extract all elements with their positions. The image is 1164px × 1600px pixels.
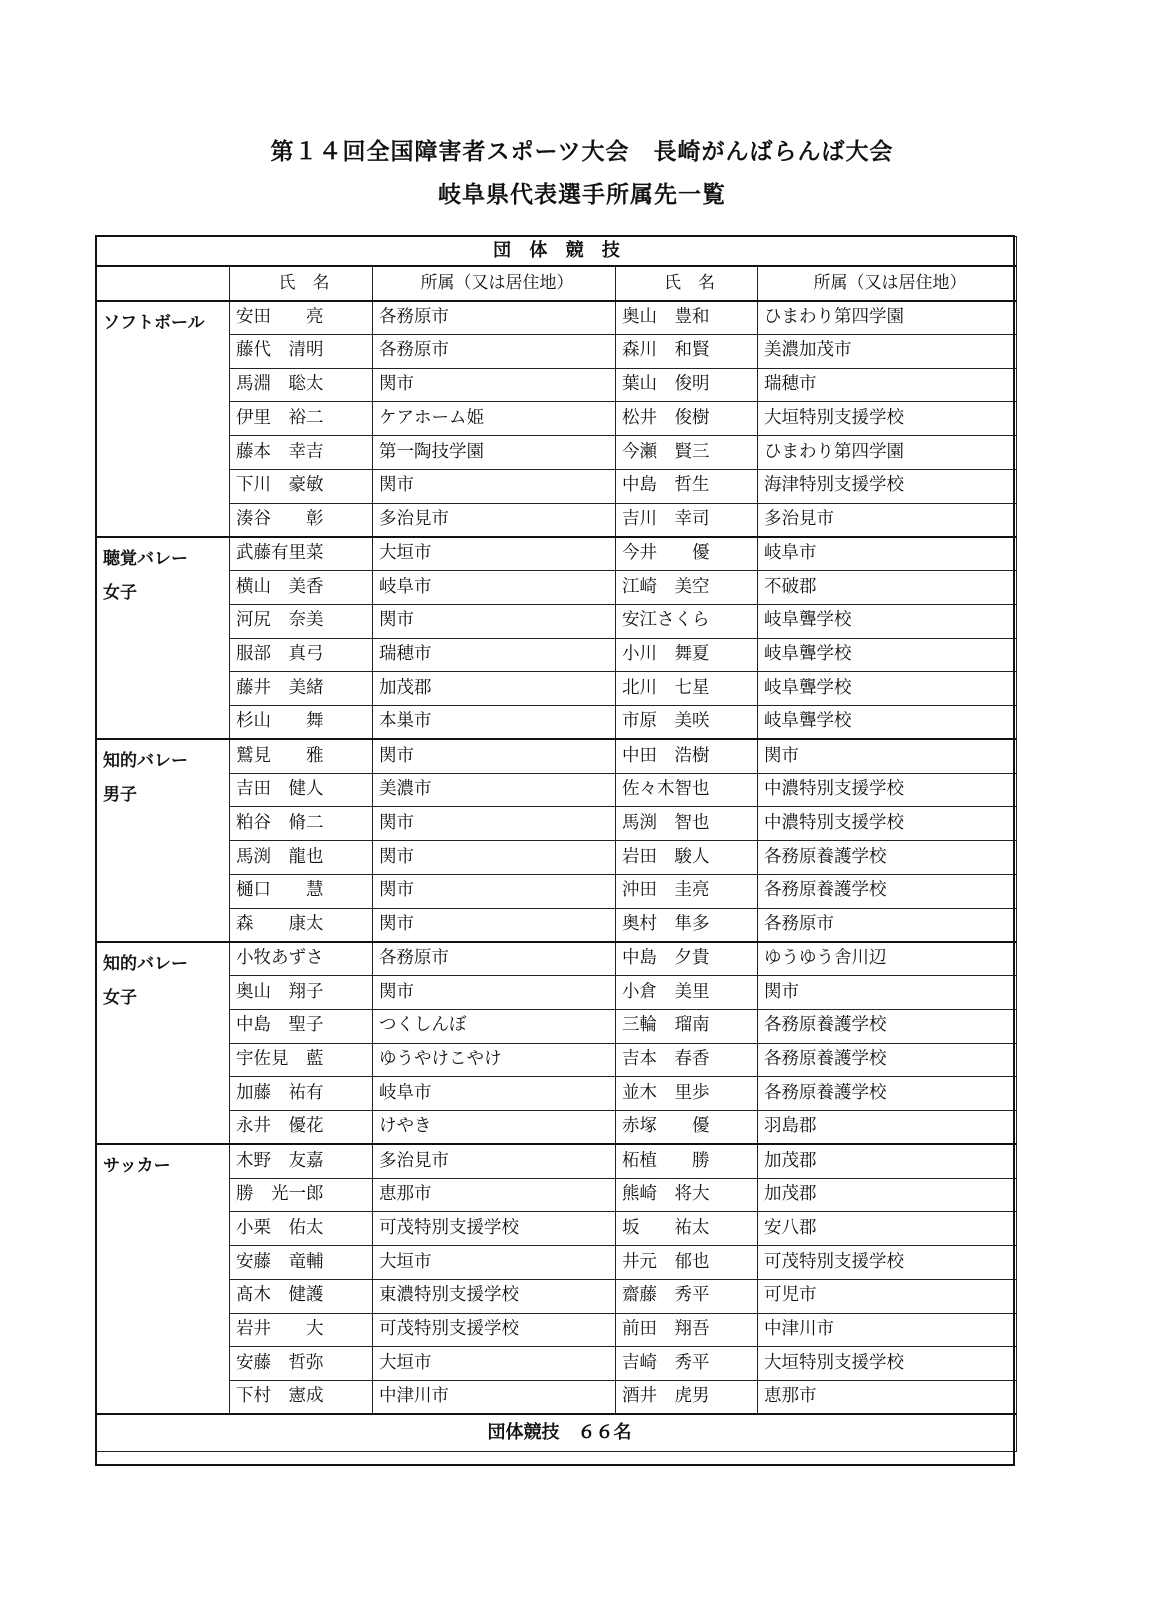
athlete-name-right: 岩田 駿人 xyxy=(616,841,758,875)
affiliation-left: 岐阜市 xyxy=(373,1077,616,1111)
athlete-name-left: 髙木 健護 xyxy=(230,1279,373,1313)
athlete-name-left: 安田 亮 xyxy=(230,301,373,335)
athlete-name-left: 藤本 幸吉 xyxy=(230,436,373,470)
athlete-name-left: 勝 光一郎 xyxy=(230,1178,373,1212)
affiliation-left: 多治見市 xyxy=(373,1144,616,1178)
table-row xyxy=(97,1381,1017,1415)
athlete-name-right: 前田 翔吾 xyxy=(616,1313,758,1347)
affiliation-left: 関市 xyxy=(373,874,616,908)
roster-table xyxy=(96,236,1017,1452)
affiliation-left: 関市 xyxy=(373,908,616,942)
athlete-name-left: 岩井 大 xyxy=(230,1313,373,1347)
affiliation-left: 大垣市 xyxy=(373,1246,616,1280)
affiliation-left: 関市 xyxy=(373,976,616,1010)
athlete-name-left: 藤代 清明 xyxy=(230,334,373,368)
affiliation-right: 大垣特別支援学校 xyxy=(758,1347,1017,1381)
table-row xyxy=(97,638,1017,672)
athlete-name-right: 中島 夕貴 xyxy=(616,942,758,976)
athlete-name-left: 奥山 翔子 xyxy=(230,976,373,1010)
affiliation-right: ひまわり第四学園 xyxy=(758,436,1017,470)
affiliation-right: 岐阜聾学校 xyxy=(758,672,1017,706)
category-label: 聴覚バレー xyxy=(103,548,188,569)
athlete-name-left: 小牧あずさ xyxy=(230,942,373,976)
header-category xyxy=(97,266,230,301)
affiliation-left: 中津川市 xyxy=(373,1381,616,1415)
affiliation-right: 不破郡 xyxy=(758,571,1017,605)
table-row xyxy=(97,841,1017,875)
affiliation-left: 本巣市 xyxy=(373,706,616,740)
affiliation-right: 岐阜市 xyxy=(758,537,1017,571)
table-row xyxy=(97,942,1017,976)
athlete-name-left: 安藤 哲弥 xyxy=(230,1347,373,1381)
header-row xyxy=(97,266,1017,301)
affiliation-right: 恵那市 xyxy=(758,1381,1017,1415)
table-row xyxy=(97,1279,1017,1313)
athlete-name-left: 森 康太 xyxy=(230,908,373,942)
affiliation-right: 各務原養護学校 xyxy=(758,841,1017,875)
athlete-name-right: 赤塚 優 xyxy=(616,1111,758,1145)
table-row xyxy=(97,334,1017,368)
athlete-name-left: 樋口 慧 xyxy=(230,874,373,908)
header-name-right: 氏 名 xyxy=(616,266,758,301)
athlete-name-left: 藤井 美緒 xyxy=(230,672,373,706)
table-row xyxy=(97,604,1017,638)
affiliation-right: 各務原養護学校 xyxy=(758,1043,1017,1077)
athlete-name-left: 粕谷 脩二 xyxy=(230,807,373,841)
table-row xyxy=(97,1178,1017,1212)
table-row xyxy=(97,469,1017,503)
table-row xyxy=(97,976,1017,1010)
header-affiliation-left: 所属（又は居住地） xyxy=(373,266,616,301)
athlete-name-right: 吉崎 秀平 xyxy=(616,1347,758,1381)
affiliation-right: 各務原養護学校 xyxy=(758,1077,1017,1111)
affiliation-right: 加茂郡 xyxy=(758,1178,1017,1212)
category-label: 知的バレー xyxy=(103,751,188,772)
table-row xyxy=(97,1347,1017,1381)
athlete-name-left: 服部 真弓 xyxy=(230,638,373,672)
athlete-name-right: 奥山 豊和 xyxy=(616,301,758,335)
category-cell xyxy=(97,739,230,942)
table-row xyxy=(97,706,1017,740)
athlete-name-left: 武藤有里菜 xyxy=(230,537,373,571)
athlete-name-right: 森川 和賢 xyxy=(616,334,758,368)
category-cell xyxy=(97,301,230,537)
affiliation-left: 関市 xyxy=(373,739,616,773)
affiliation-right: ひまわり第四学園 xyxy=(758,301,1017,335)
table-row xyxy=(97,301,1017,335)
athlete-name-right: 安江さくら xyxy=(616,604,758,638)
affiliation-right: 関市 xyxy=(758,739,1017,773)
category-cell xyxy=(97,1144,230,1414)
athlete-name-right: 齋藤 秀平 xyxy=(616,1279,758,1313)
athlete-name-left: 馬淵 聡太 xyxy=(230,368,373,402)
athlete-name-right: 小川 舞夏 xyxy=(616,638,758,672)
affiliation-right: 岐阜聾学校 xyxy=(758,604,1017,638)
affiliation-right: 安八郡 xyxy=(758,1212,1017,1246)
affiliation-left: 可茂特別支援学校 xyxy=(373,1212,616,1246)
affiliation-left: 恵那市 xyxy=(373,1178,616,1212)
table-row xyxy=(97,1111,1017,1145)
athlete-name-left: 加藤 祐有 xyxy=(230,1077,373,1111)
total-label: 団体競技 ６６名 xyxy=(97,1414,1017,1451)
table-row xyxy=(97,1077,1017,1111)
category-label: 知的バレー xyxy=(103,953,188,974)
category-label: 女子 xyxy=(103,987,137,1008)
affiliation-left: 東濃特別支援学校 xyxy=(373,1279,616,1313)
affiliation-left: けやき xyxy=(373,1111,616,1145)
affiliation-left: 加茂郡 xyxy=(373,672,616,706)
athlete-name-left: 鷲見 雅 xyxy=(230,739,373,773)
table-row xyxy=(97,773,1017,807)
athlete-name-left: 吉田 健人 xyxy=(230,773,373,807)
table-row xyxy=(97,1043,1017,1077)
athlete-name-right: 坂 祐太 xyxy=(616,1212,758,1246)
category-label: サッカー xyxy=(103,1156,171,1177)
athlete-name-left: 河尻 奈美 xyxy=(230,604,373,638)
affiliation-left: 関市 xyxy=(373,841,616,875)
affiliation-right: 関市 xyxy=(758,976,1017,1010)
athlete-name-right: 江崎 美空 xyxy=(616,571,758,605)
affiliation-right: 多治見市 xyxy=(758,503,1017,537)
affiliation-right: 羽島郡 xyxy=(758,1111,1017,1145)
athlete-name-left: 中島 聖子 xyxy=(230,1009,373,1043)
table-row xyxy=(97,571,1017,605)
affiliation-right: 岐阜聾学校 xyxy=(758,638,1017,672)
document-subtitle: 岐阜県代表選手所属先一覧 xyxy=(438,182,726,208)
athlete-name-left: 小栗 佑太 xyxy=(230,1212,373,1246)
affiliation-left: 大垣市 xyxy=(373,537,616,571)
table-row xyxy=(97,537,1017,571)
athlete-name-left: 横山 美香 xyxy=(230,571,373,605)
affiliation-right: 美濃加茂市 xyxy=(758,334,1017,368)
affiliation-left: 美濃市 xyxy=(373,773,616,807)
affiliation-right: 可茂特別支援学校 xyxy=(758,1246,1017,1280)
affiliation-left: 岐阜市 xyxy=(373,571,616,605)
affiliation-left: ゆうやけこやけ xyxy=(373,1043,616,1077)
affiliation-left: 関市 xyxy=(373,368,616,402)
athlete-name-right: 市原 美咲 xyxy=(616,706,758,740)
affiliation-left: 関市 xyxy=(373,469,616,503)
athlete-name-left: 杉山 舞 xyxy=(230,706,373,740)
table-row xyxy=(97,739,1017,773)
affiliation-right: 中濃特別支援学校 xyxy=(758,773,1017,807)
table-row xyxy=(97,1246,1017,1280)
athlete-name-right: 北川 七星 xyxy=(616,672,758,706)
athlete-name-left: 木野 友嘉 xyxy=(230,1144,373,1178)
athlete-name-right: 今瀬 賢三 xyxy=(616,436,758,470)
table-row xyxy=(97,807,1017,841)
affiliation-right: 岐阜聾学校 xyxy=(758,706,1017,740)
banner-row xyxy=(97,237,1017,266)
athlete-name-right: 三輪 瑠南 xyxy=(616,1009,758,1043)
document-title: 第１４回全国障害者スポーツ大会 長崎がんばらんば大会 xyxy=(270,139,894,165)
total-row xyxy=(97,1414,1017,1451)
athlete-name-right: 沖田 圭亮 xyxy=(616,874,758,908)
athlete-name-right: 中田 浩樹 xyxy=(616,739,758,773)
affiliation-right: 各務原養護学校 xyxy=(758,874,1017,908)
affiliation-right: 中津川市 xyxy=(758,1313,1017,1347)
table-row xyxy=(97,402,1017,436)
athlete-name-left: 伊里 裕二 xyxy=(230,402,373,436)
table-row xyxy=(97,1212,1017,1246)
banner-label: 団 体 競 技 xyxy=(97,237,1017,266)
table-row xyxy=(97,1313,1017,1347)
category-cell xyxy=(97,942,230,1145)
athlete-name-right: 並木 里歩 xyxy=(616,1077,758,1111)
affiliation-right: 可児市 xyxy=(758,1279,1017,1313)
table-row xyxy=(97,1144,1017,1178)
athlete-name-right: 小倉 美里 xyxy=(616,976,758,1010)
athlete-name-left: 永井 優花 xyxy=(230,1111,373,1145)
table-row xyxy=(97,672,1017,706)
athlete-name-left: 下村 憲成 xyxy=(230,1381,373,1415)
athlete-name-right: 葉山 俊明 xyxy=(616,368,758,402)
athlete-name-left: 宇佐見 藍 xyxy=(230,1043,373,1077)
athlete-name-right: 佐々木智也 xyxy=(616,773,758,807)
affiliation-left: 瑞穂市 xyxy=(373,638,616,672)
athlete-name-left: 湊谷 彰 xyxy=(230,503,373,537)
athlete-name-left: 馬渕 龍也 xyxy=(230,841,373,875)
affiliation-left: 関市 xyxy=(373,807,616,841)
header-affiliation-right: 所属（又は居住地） xyxy=(758,266,1017,301)
athlete-name-left: 安藤 竜輔 xyxy=(230,1246,373,1280)
affiliation-right: 各務原養護学校 xyxy=(758,1009,1017,1043)
athlete-name-right: 馬渕 智也 xyxy=(616,807,758,841)
affiliation-left: つくしんぼ xyxy=(373,1009,616,1043)
affiliation-right: ゆうゆう舎川辺 xyxy=(758,942,1017,976)
category-label: 女子 xyxy=(103,582,137,603)
affiliation-right: 各務原市 xyxy=(758,908,1017,942)
athlete-name-right: 中島 哲生 xyxy=(616,469,758,503)
table-row xyxy=(97,503,1017,537)
athlete-name-right: 井元 郁也 xyxy=(616,1246,758,1280)
category-label: ソフトボール xyxy=(103,312,205,333)
affiliation-left: 大垣市 xyxy=(373,1347,616,1381)
table-row xyxy=(97,436,1017,470)
athlete-name-right: 吉川 幸司 xyxy=(616,503,758,537)
affiliation-right: 大垣特別支援学校 xyxy=(758,402,1017,436)
athlete-name-right: 吉本 春香 xyxy=(616,1043,758,1077)
affiliation-left: 各務原市 xyxy=(373,334,616,368)
athlete-name-right: 今井 優 xyxy=(616,537,758,571)
athlete-name-right: 柘植 勝 xyxy=(616,1144,758,1178)
affiliation-right: 海津特別支援学校 xyxy=(758,469,1017,503)
affiliation-left: 可茂特別支援学校 xyxy=(373,1313,616,1347)
table-row xyxy=(97,908,1017,942)
header-name-left: 氏 名 xyxy=(230,266,373,301)
affiliation-left: 関市 xyxy=(373,604,616,638)
table-row xyxy=(97,368,1017,402)
affiliation-left: 多治見市 xyxy=(373,503,616,537)
table-row xyxy=(97,874,1017,908)
affiliation-right: 中濃特別支援学校 xyxy=(758,807,1017,841)
athlete-name-right: 松井 俊樹 xyxy=(616,402,758,436)
affiliation-right: 加茂郡 xyxy=(758,1144,1017,1178)
athlete-name-right: 熊崎 将大 xyxy=(616,1178,758,1212)
category-cell xyxy=(97,537,230,740)
affiliation-left: 第一陶技学園 xyxy=(373,436,616,470)
affiliation-left: 各務原市 xyxy=(373,301,616,335)
affiliation-left: ケアホーム姫 xyxy=(373,402,616,436)
athlete-name-right: 奥村 隼多 xyxy=(616,908,758,942)
athlete-name-left: 下川 豪敏 xyxy=(230,469,373,503)
category-label: 男子 xyxy=(103,785,137,806)
table-row xyxy=(97,1009,1017,1043)
athlete-name-right: 酒井 虎男 xyxy=(616,1381,758,1415)
affiliation-left: 各務原市 xyxy=(373,942,616,976)
affiliation-right: 瑞穂市 xyxy=(758,368,1017,402)
